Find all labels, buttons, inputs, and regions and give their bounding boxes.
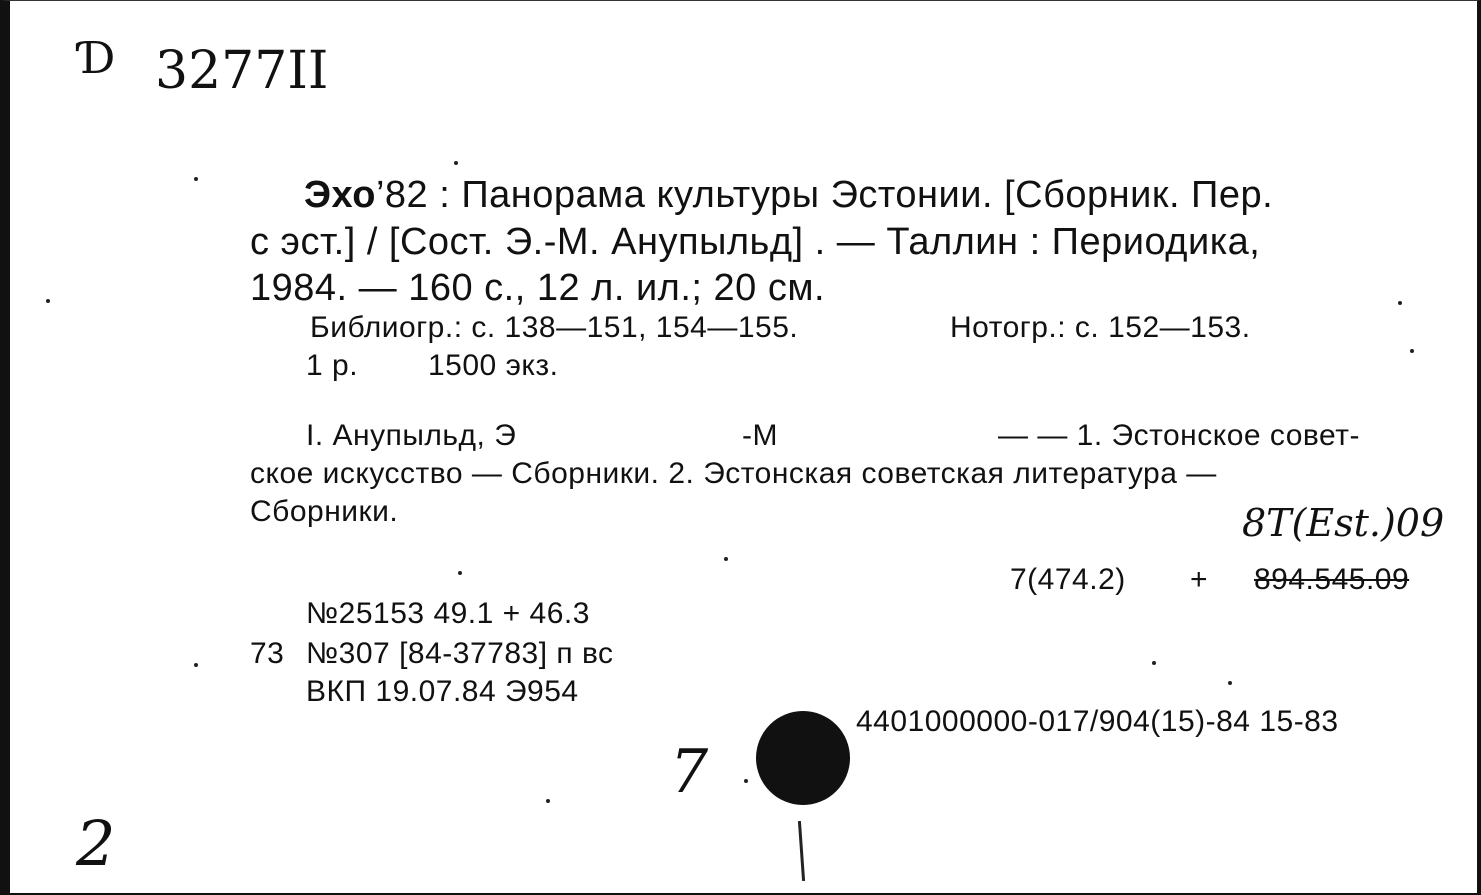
speck — [194, 663, 198, 667]
speck — [744, 779, 748, 783]
subject-line-2: ское искусство — Сборники. 2. Эстонская советская литература — — [250, 457, 1217, 490]
entry-line-3: 1984. — 160 с., 12 л. ил.; 20 см. — [250, 267, 826, 309]
speck — [46, 299, 50, 303]
subject-line-1c: — — 1. Эстонское совет- — [998, 419, 1360, 452]
price: 1 р. — [306, 349, 359, 382]
speck — [1228, 681, 1232, 685]
record-line-2: №307 [84-37783] п вс — [306, 637, 614, 670]
udc-code: 7(474.2) — [1010, 563, 1126, 596]
publication-code: 4401000000-017/904(15)-84 15-83 — [856, 705, 1339, 738]
vertical-mark — [798, 821, 805, 881]
card-letter: Ɗ — [80, 33, 116, 84]
speck — [1152, 661, 1156, 665]
subject-line-1a: I. Анупыльд, Э — [306, 419, 517, 452]
notography-note: Нотогр.: с. 152—153. — [950, 311, 1251, 344]
speck — [1410, 349, 1414, 353]
entry-title-bold: Эхо — [304, 174, 376, 216]
udc-plus: + — [1190, 563, 1209, 596]
speck — [724, 557, 728, 561]
entry-line-2: с эст.] / [Сост. Э.-М. Анупыльд] . — Таллин : Периодика, — [250, 221, 1261, 263]
speck — [194, 177, 198, 181]
handwritten-mark: 7 — [670, 737, 709, 807]
struck-classification: 894.545.09 — [1254, 563, 1410, 596]
subject-line-3: Сборники. — [250, 495, 399, 528]
handwritten-classification: 8T(Est.)09 — [1242, 501, 1445, 545]
record-prefix: 73 — [250, 637, 285, 670]
punch-hole — [756, 711, 850, 805]
corner-handwritten-number: 2 — [76, 807, 116, 880]
entry-title-rest: ’82 : Панорама культуры Эстонии. [Сборник. Пер. — [375, 174, 1274, 216]
speck — [1398, 301, 1402, 305]
speck — [458, 571, 462, 575]
entry-title-line — [304, 174, 1273, 217]
copies: 1500 экз. — [428, 349, 559, 382]
record-line-3: ВКП 19.07.84 Э954 — [306, 675, 579, 708]
record-line-1: №25153 49.1 + 46.3 — [306, 597, 590, 630]
card-number: 3277II — [155, 41, 329, 101]
subject-line-1b: -М — [742, 419, 778, 452]
bibliography-note: Библиогр.: с. 138—151, 154—155. — [310, 311, 799, 344]
speck — [454, 161, 458, 165]
speck — [546, 799, 550, 803]
